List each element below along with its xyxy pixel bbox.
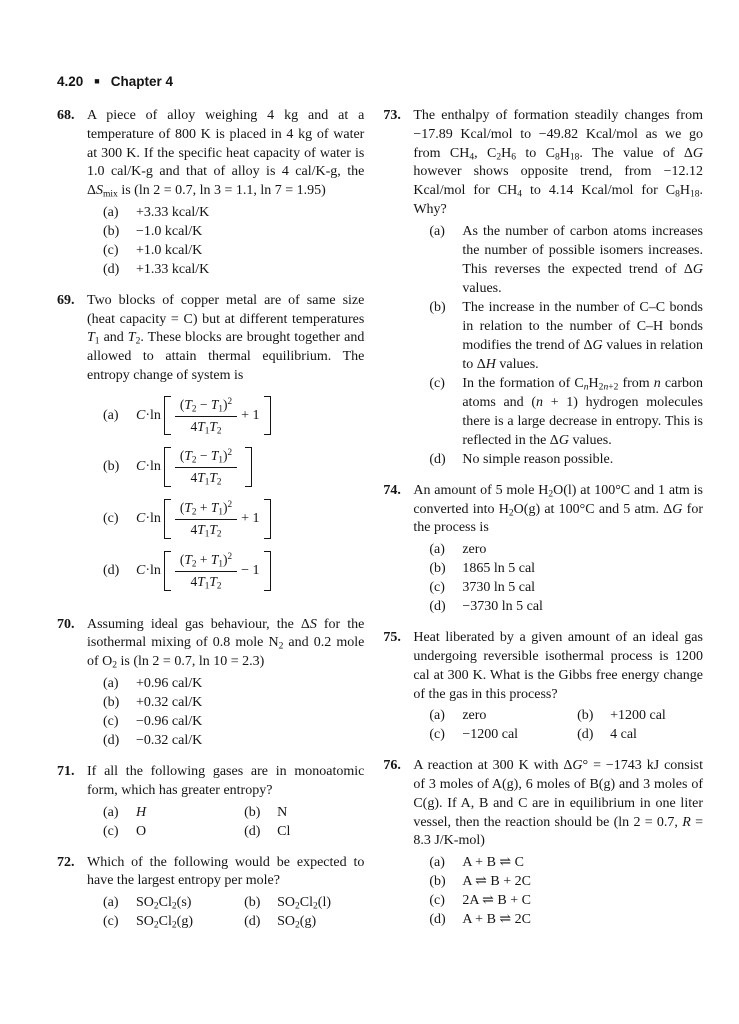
- option-label: (c): [103, 914, 119, 930]
- options-list: [87, 203, 364, 279]
- option-text: A + B ⇌ 2C: [462, 912, 531, 928]
- option-text: The increase in the number of C–C bonds in relation to the number of C–H bonds modifies the trend of ΔG values in relation to ΔH values.: [462, 299, 703, 372]
- option-label: (a): [429, 708, 445, 724]
- page-number: 4.20: [57, 74, 84, 89]
- question-number: 70.: [57, 616, 75, 632]
- option-text: −1.0 kcal/K: [136, 223, 203, 239]
- option: [429, 910, 703, 929]
- option-label: (c): [103, 823, 119, 839]
- option-label: (d): [103, 732, 120, 748]
- fraction-numerator: $(T_2 + T_1)^2$: [175, 499, 237, 520]
- question-68: [57, 107, 364, 279]
- question-number: 72.: [57, 854, 75, 870]
- option-label: (a): [103, 204, 119, 220]
- options-grid: [87, 803, 364, 841]
- two-column-layout: [57, 107, 703, 944]
- option: [103, 803, 244, 822]
- left-column: [57, 107, 364, 944]
- right-bracket-icon: [264, 396, 271, 436]
- option-label: (d): [429, 451, 446, 467]
- option: [429, 222, 703, 298]
- right-bracket-icon: [245, 447, 252, 487]
- option: [244, 803, 364, 822]
- option: [429, 450, 703, 469]
- option-text: +1.33 kcal/K: [136, 261, 210, 277]
- option: [103, 222, 364, 241]
- question-number: 69.: [57, 292, 75, 308]
- option-text: +1200 cal: [610, 708, 666, 724]
- fraction-denominator: $4T_1T_2$: [190, 470, 222, 487]
- option-text: $SO_2Cl_2(s)$: [136, 895, 192, 912]
- option-label: (c): [103, 242, 119, 258]
- option: [103, 822, 244, 841]
- option-label: (b): [244, 895, 261, 911]
- fraction-numerator: $(T_2 + T_1)^2$: [175, 551, 237, 572]
- question-number: 75.: [383, 630, 401, 646]
- option: [103, 731, 364, 750]
- question-text: Heat liberated by a given amount of an ideal gas undergoing reversible isothermal process is 1200 cal at 300 K. What is the Gibbs free energy change of the gas in this process?: [413, 630, 703, 702]
- option-text: 1865 ln 5 cal: [462, 561, 536, 577]
- option: [103, 260, 364, 279]
- option-label: (c): [429, 580, 445, 596]
- option: [244, 912, 364, 931]
- fraction-numerator: $(T_2 - T_1)^2$: [175, 447, 237, 468]
- right-bracket-icon: [264, 499, 271, 539]
- options-list: [87, 674, 364, 750]
- option-text: −0.96 cal/K: [136, 713, 203, 729]
- fraction-numerator: $(T_2 - T_1)^2$: [175, 396, 237, 417]
- option-text: Cl: [277, 823, 291, 839]
- question-74: [383, 482, 703, 616]
- fraction: [175, 447, 237, 487]
- option-text: $SO_2(g)$: [277, 914, 317, 931]
- option-label: (b): [103, 694, 120, 710]
- question-73: [383, 107, 703, 469]
- option: [103, 893, 244, 912]
- option-text: zero: [462, 708, 487, 724]
- question-75: [383, 629, 703, 744]
- option: [244, 822, 364, 841]
- fraction: [175, 551, 237, 591]
- right-bracket-icon: [264, 551, 271, 591]
- left-bracket-icon: [164, 396, 171, 436]
- option-text: +1.0 kcal/K: [136, 242, 203, 258]
- option-label: (b): [103, 223, 120, 239]
- option-text: O: [136, 823, 147, 839]
- option-text: $SO_2Cl_2(l)$: [277, 895, 332, 912]
- option: [429, 891, 703, 910]
- question-text: Which of the following would be expected to have the largest entropy per mole?: [87, 854, 365, 889]
- left-bracket-icon: [164, 499, 171, 539]
- question-number: 68.: [57, 108, 75, 123]
- square-bullet-icon: ■: [94, 76, 100, 86]
- option-text: 4 cal: [610, 727, 637, 743]
- option-formula: [103, 447, 364, 487]
- option-label: (a): [429, 542, 445, 558]
- option-label: (b): [244, 804, 261, 820]
- option-label: (c): [103, 511, 119, 526]
- option-formula: [103, 396, 364, 436]
- question-text: If all the following gases are in monoatomic form, which has greater entropy?: [87, 764, 365, 798]
- option: [429, 706, 577, 725]
- option-text: $SO_2Cl_2(g)$: [136, 914, 193, 931]
- option: [429, 559, 703, 578]
- option-text: +0.32 cal/K: [136, 694, 203, 710]
- question-text: An amount of 5 mole $H_2O(l)$ at 100°C and 1 atm is converted into $H_2O(g)$ at 100°C and 5 atm. ΔG for the process is: [413, 482, 703, 536]
- option-label: (c): [429, 727, 445, 743]
- chapter-title: Chapter 4: [110, 74, 173, 89]
- question-text: Assuming ideal gas behaviour, the ΔS for the isothermal mixing of 0.8 mole $N_2$ and 0.2 mole of $O_2$ is (ln 2 = 0.7, ln 10 = 2.3): [87, 616, 365, 671]
- option-text: 2A ⇌ B + C: [462, 893, 531, 909]
- option-formula: [103, 499, 364, 539]
- option-text: A ⇌ B + 2C: [462, 874, 531, 890]
- option: [429, 853, 703, 872]
- option: [103, 203, 364, 222]
- option: [429, 597, 703, 616]
- option-label: (b): [429, 874, 446, 890]
- question-text: Two blocks of copper metal are of same size (heat capacity = C) but at different temperatures $T_1$ and $T_2$. These blocks are brought together and allowed to attain thermal equilibrium. The entropy change of system is: [87, 292, 365, 383]
- fraction-denominator: $4T_1T_2$: [190, 573, 222, 591]
- options-list: [413, 540, 703, 616]
- option-label: (d): [103, 562, 120, 578]
- right-column: [383, 107, 703, 944]
- option: [429, 374, 703, 450]
- formula-tail: + 1: [241, 407, 260, 423]
- option-label: (d): [429, 912, 446, 928]
- option-label: (b): [429, 299, 446, 315]
- option: [244, 893, 364, 912]
- options-list: [413, 853, 703, 929]
- question-72: [57, 854, 364, 932]
- option: [429, 725, 577, 744]
- left-bracket-icon: [164, 551, 171, 591]
- options-grid: [413, 706, 703, 744]
- question-69: [57, 292, 364, 603]
- question-76: [383, 757, 703, 929]
- option-label: (a): [103, 895, 119, 911]
- option-text: 3730 ln 5 cal: [462, 580, 536, 596]
- option: [103, 241, 364, 260]
- option-text: As the number of carbon atoms increases the number of possible isomers increases. This reverses the expected trend of ΔG values.: [462, 223, 703, 296]
- formula-tail: + 1: [241, 511, 260, 526]
- option-label: (c): [429, 893, 445, 909]
- fraction: [175, 396, 237, 436]
- option: [103, 693, 364, 712]
- fraction-denominator: $4T_1T_2$: [190, 522, 222, 539]
- question-text: A reaction at 300 K with ΔG° = −1743 kJ consist of 3 moles of A(g), 6 moles of B(g) and 3 moles of C(g). If A, B and C are in equilibrium in one liter vessel, then the reaction should be (ln 2 = 0.7, R = 8.3 J/K-mol): [413, 758, 703, 849]
- option-text: N: [277, 804, 288, 820]
- option-label: (a): [429, 223, 445, 239]
- option: [103, 674, 364, 693]
- option-text: +0.96 cal/K: [136, 675, 203, 691]
- option-label: (d): [429, 599, 446, 615]
- option-formula: [103, 551, 364, 591]
- option-text: No simple reason possible.: [462, 451, 614, 467]
- formula-options-list: [87, 396, 364, 591]
- option-text: In the formation of $C_nH_{2n+2}$ from n carbon atoms and (n + 1) hydrogen molecules there is a large decrease in entropy. This is reflected in the ΔG values.: [462, 375, 703, 448]
- formula-prefix: C·ln: [136, 459, 161, 475]
- option-label: (a): [103, 804, 119, 820]
- option: [429, 872, 703, 891]
- options-grid: [87, 893, 364, 931]
- option-text: zero: [462, 542, 487, 558]
- option-text: −3730 ln 5 cal: [462, 599, 543, 615]
- formula-tail: − 1: [241, 562, 260, 578]
- option-label: (c): [429, 375, 445, 391]
- option: [429, 540, 703, 559]
- option-label: (a): [103, 675, 119, 691]
- option-text: +3.33 kcal/K: [136, 204, 210, 220]
- page-header: [57, 74, 703, 89]
- question-text: A piece of alloy weighing 4 kg and at a temperature of 800 K is placed in 4 kg of water at 300 K. If the specific heat capacity of water is 1.0 cal/K-g and that of alloy is 4 cal/K-g, the $\Delta S_{mix}$ is (ln 2 = 0.7, ln 3 = 1.1, ln 7 = 1.95): [87, 108, 365, 200]
- option: [577, 706, 703, 725]
- left-bracket-icon: [164, 447, 171, 487]
- option: [429, 298, 703, 374]
- option-text: A + B ⇌ C: [462, 855, 524, 871]
- question-71: [57, 763, 364, 841]
- question-text: The enthalpy of formation steadily changes from −17.89 Kcal/mol to −49.82 Kcal/mol as we go from $CH_4$, $C_2H_6$ to $C_8H_{18}$. The value of ΔG however shows opposite trend, from −12.12 Kcal/mol for $CH_4$ to 4.14 Kcal/mol for $C_8H_{18}$. Why?: [413, 108, 703, 217]
- formula-prefix: C·ln: [136, 407, 161, 423]
- option-label: (b): [103, 459, 120, 475]
- question-number: 73.: [383, 108, 401, 123]
- option: [577, 725, 703, 744]
- option-label: (d): [244, 823, 261, 839]
- option-label: (d): [577, 727, 594, 743]
- formula-prefix: C·ln: [136, 511, 161, 526]
- option: [103, 712, 364, 731]
- question-number: 76.: [383, 758, 401, 774]
- option-label: (a): [103, 407, 119, 423]
- option-label: (d): [103, 261, 120, 277]
- fraction-denominator: $4T_1T_2$: [190, 418, 222, 436]
- option: [429, 578, 703, 597]
- option-text: −1200 cal: [462, 727, 519, 743]
- option-label: (c): [103, 713, 119, 729]
- option-label: (d): [244, 914, 261, 930]
- fraction: [175, 499, 237, 539]
- question-number: 74.: [383, 482, 401, 498]
- option-text: H: [136, 804, 147, 820]
- option-label: (b): [577, 708, 594, 724]
- question-number: 71.: [57, 764, 75, 779]
- option: [103, 912, 244, 931]
- formula-prefix: C·ln: [136, 562, 161, 578]
- option-label: (b): [429, 561, 446, 577]
- options-list: [413, 222, 703, 469]
- question-70: [57, 616, 364, 750]
- option-text: −0.32 cal/K: [136, 732, 203, 748]
- option-label: (a): [429, 855, 445, 871]
